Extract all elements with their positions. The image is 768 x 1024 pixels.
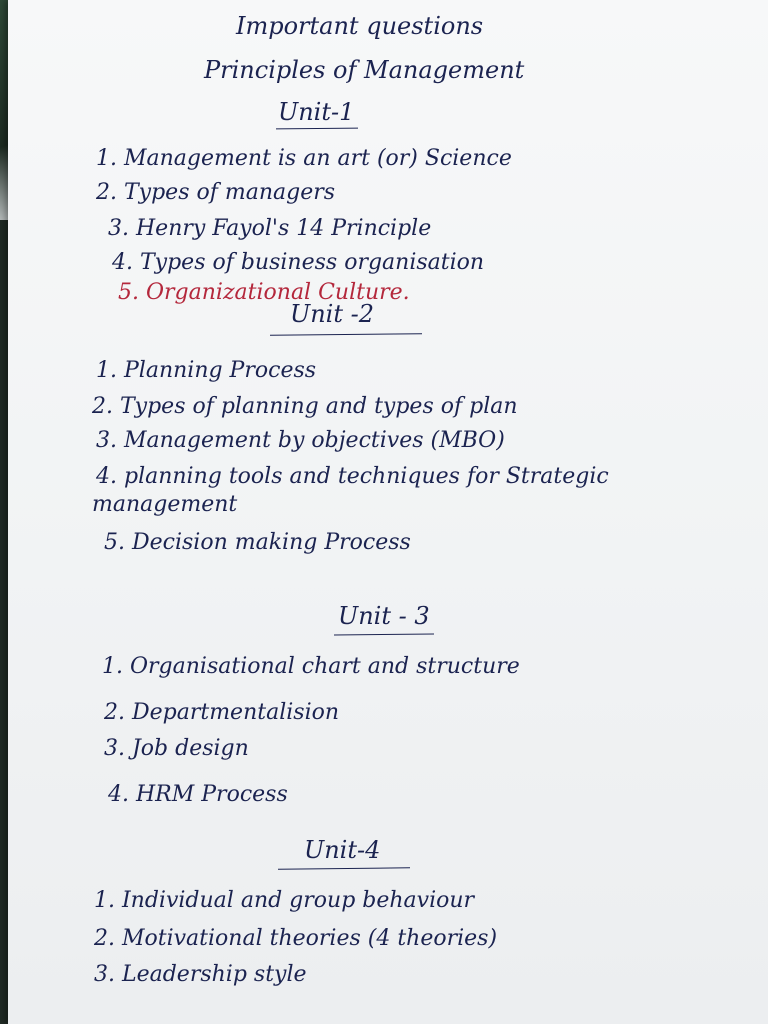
unit-2-question-4: 4. planning tools and techniques for Strategic xyxy=(96,464,609,489)
unit-4-question-3: 3. Leadership style xyxy=(94,962,307,987)
unit-2-question-3: 3. Management by objectives (MBO) xyxy=(96,428,505,453)
unit-2-question-5: 5. Decision making Process xyxy=(104,530,411,555)
unit-2-question-1: 1. Planning Process xyxy=(96,358,317,383)
subject-title: Principles of Management xyxy=(204,56,525,84)
unit-4-question-2: 2. Motivational theories (4 theories) xyxy=(94,926,498,951)
unit-1-question-5: 5. Organizational Culture. xyxy=(118,280,410,305)
unit-1-question-1: 1. Management is an art (or) Science xyxy=(96,146,512,171)
unit-2-title: Unit -2 xyxy=(290,300,375,328)
unit-3-question-4: 4. HRM Process xyxy=(108,782,288,807)
heading: Important questions xyxy=(236,12,484,40)
notebook-page xyxy=(8,0,768,1024)
unit-3-underline xyxy=(334,633,434,635)
unit-4-title: Unit-4 xyxy=(304,836,381,864)
unit-1-question-2: 2. Types of managers xyxy=(96,180,336,205)
unit-2-question-4-continued: management xyxy=(92,492,238,517)
unit-1-underline xyxy=(276,128,358,130)
unit-2-question-2: 2. Types of planning and types of plan xyxy=(92,394,518,419)
unit-4-underline xyxy=(278,867,410,869)
unit-1-title: Unit-1 xyxy=(278,98,355,126)
unit-3-question-3: 3. Job design xyxy=(104,736,249,761)
unit-1-question-3: 3. Henry Fayol's 14 Principle xyxy=(108,216,432,241)
unit-3-question-2: 2. Departmentalision xyxy=(104,700,340,725)
unit-4-question-1: 1. Individual and group behaviour xyxy=(94,888,475,913)
unit-1-question-4: 4. Types of business organisation xyxy=(112,250,485,275)
unit-3-question-1: 1. Organisational chart and structure xyxy=(102,654,520,679)
unit-3-title: Unit - 3 xyxy=(338,602,430,630)
unit-2-underline xyxy=(270,333,422,336)
